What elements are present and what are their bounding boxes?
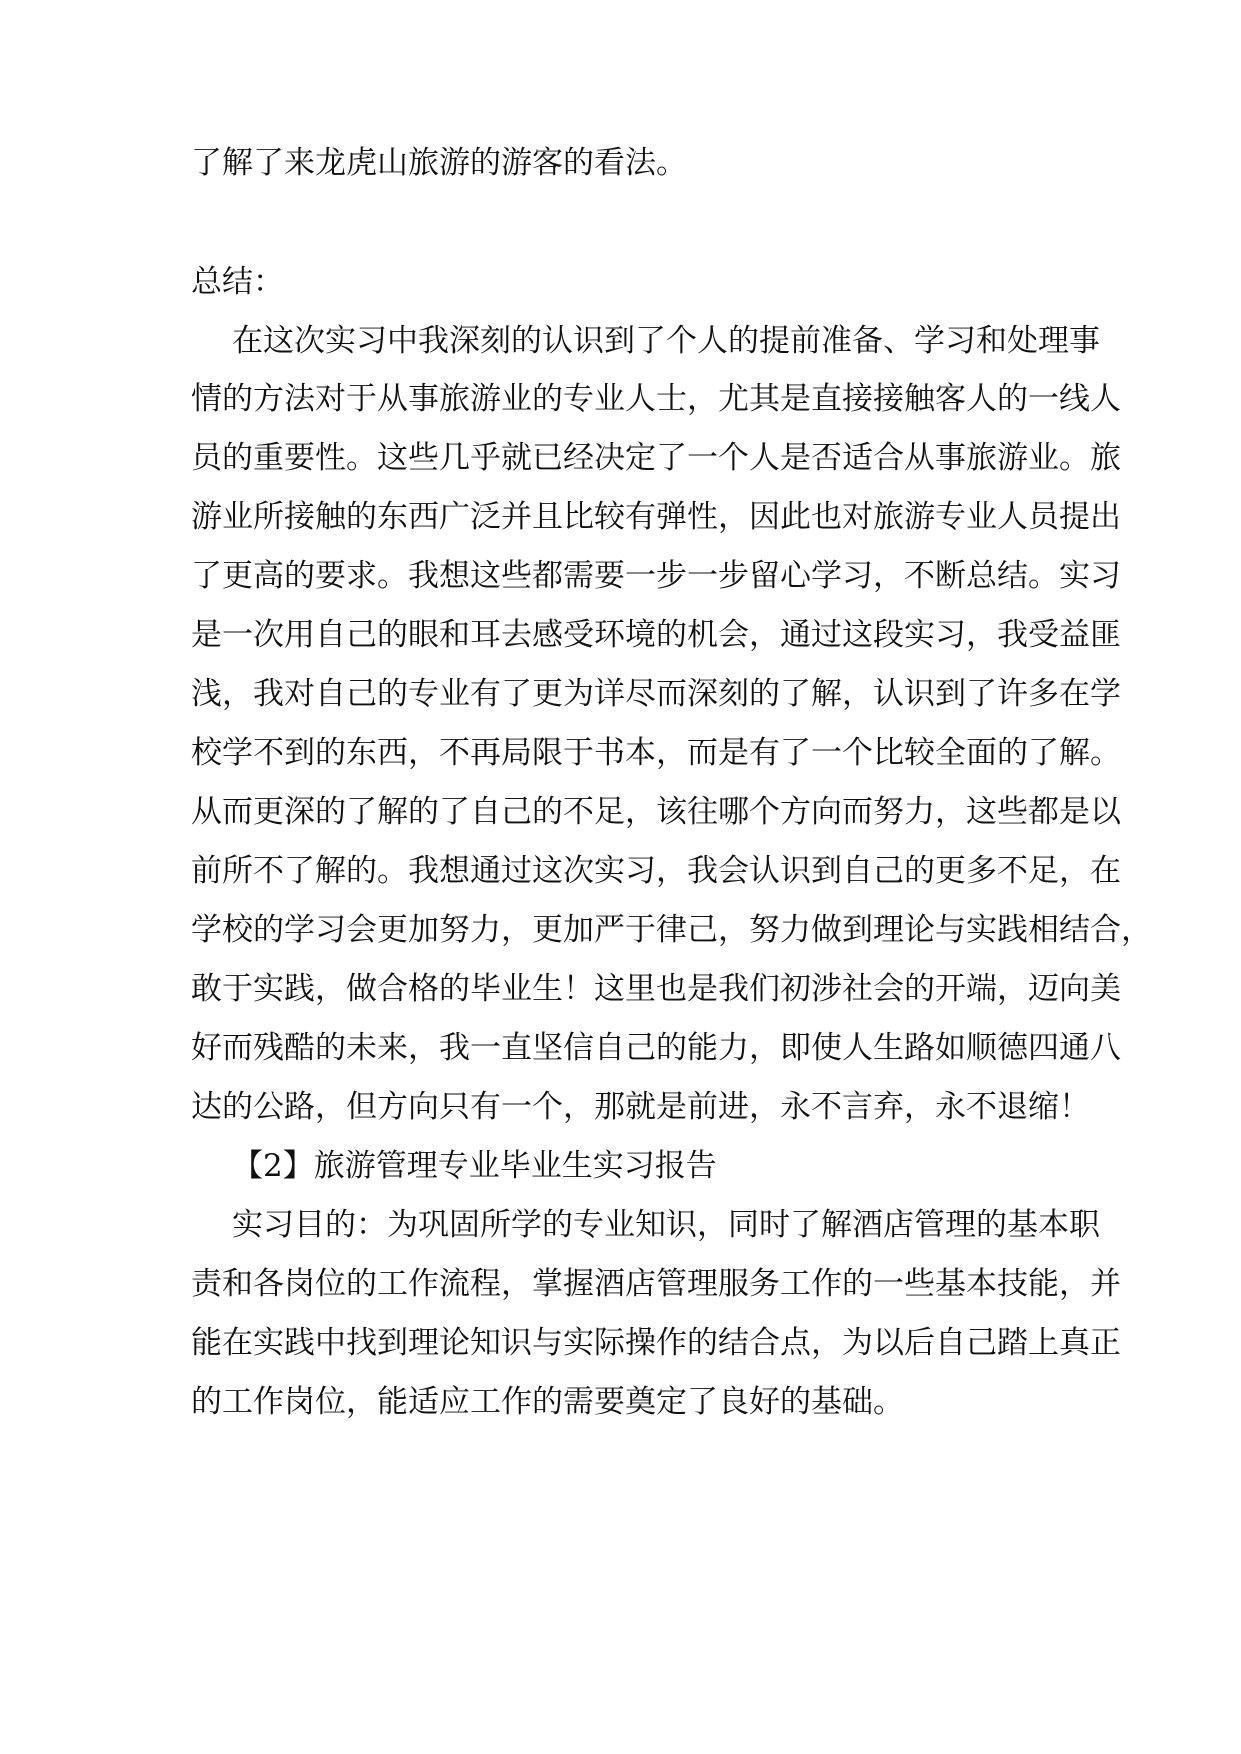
paragraph-purpose-line: 实习目的：为巩固所学的专业知识，同时了解酒店管理的基本职 [232, 1207, 1100, 1243]
paragraph-summary-line: 前所不了解的。我想通过这次实习，我会认识到自己的更多不足，在 [191, 853, 1121, 889]
paragraph-summary-line: 浅，我对自己的专业有了更为详尽而深刻的了解，认识到了许多在学 [191, 676, 1121, 712]
paragraph-summary-line: 在这次实习中我深刻的认识到了个人的提前准备、学习和处理事 [232, 323, 1100, 359]
paragraph-summary-line: 校学不到的东西，不再局限于书本，而是有了一个比较全面的了解。 [191, 735, 1121, 771]
section-heading-summary: 总结： [191, 264, 284, 300]
paragraph-purpose-line: 能在实践中找到理论知识与实际操作的结合点，为以后自己踏上真正 [191, 1325, 1121, 1361]
paragraph-summary-line: 敢于实践，做合格的毕业生！这里也是我们初涉社会的开端，迈向美 [191, 971, 1121, 1007]
paragraph-summary-line: 员的重要性。这些几乎就已经决定了一个人是否适合从事旅游业。旅 [191, 440, 1121, 476]
paragraph-purpose-line: 的工作岗位，能适应工作的需要奠定了良好的基础。 [191, 1384, 904, 1420]
paragraph-summary-line: 从而更深的了解的了自己的不足，该往哪个方向而努力，这些都是以 [191, 794, 1121, 830]
paragraph-summary-line: 情的方法对于从事旅游业的专业人士，尤其是直接接触客人的一线人 [191, 381, 1121, 417]
paragraph-purpose-line: 责和各岗位的工作流程，掌握酒店管理服务工作的一些基本技能，并 [191, 1266, 1121, 1302]
paragraph-summary-line: 游业所接触的东西广泛并且比较有弹性，因此也对旅游专业人员提出 [191, 499, 1121, 535]
text-line-intro: 了解了来龙虎山旅游的游客的看法。 [191, 145, 687, 181]
paragraph-summary-line: 达的公路，但方向只有一个，那就是前进，永不言弃，永不退缩！ [191, 1089, 1090, 1125]
paragraph-summary-line: 学校的学习会更加努力，更加严于律己，努力做到理论与实践相结合， [191, 912, 1152, 948]
paragraph-summary-line: 了更高的要求。我想这些都需要一步一步留心学习，不断总结。实习 [191, 558, 1121, 594]
paragraph-summary-line: 是一次用自己的眼和耳去感受环境的机会，通过这段实习，我受益匪 [191, 617, 1121, 653]
section-heading-report: 【2】旅游管理专业毕业生实习报告 [232, 1148, 717, 1184]
paragraph-summary-line: 好而残酷的未来，我一直坚信自己的能力，即使人生路如顺德四通八 [191, 1030, 1121, 1066]
